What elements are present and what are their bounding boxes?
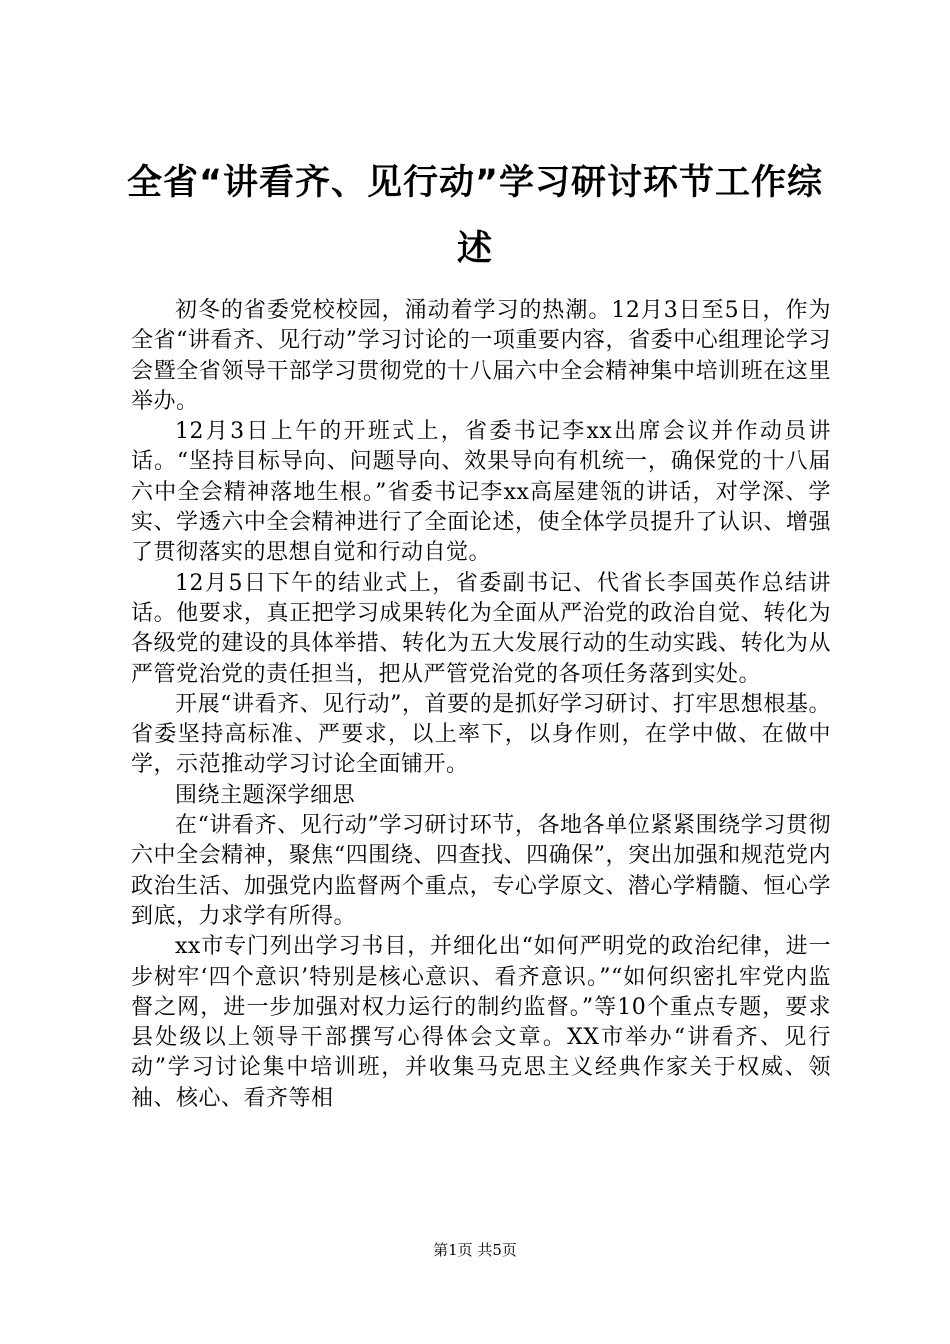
paragraph: 12月5日下午的结业式上，省委副书记、代省长李国英作总结讲话。他要求，真正把学习成果转化为全面从严治党的政治自觉、转化为各级党的建设的具体举措、转化为五大发展行动的生动实践、转化为从严管党治党的责任担当，把从严管党治党的各项任务落到实处。 (131, 570, 831, 687)
page-number-footer: 第1页 共5页 (433, 1241, 517, 1259)
document-body (131, 296, 831, 1114)
document-title: 全省“讲看齐、见行动”学习研讨环节工作综述 (126, 163, 823, 269)
paragraph: 开展“讲看齐、见行动”，首要的是抓好学习研讨、打牢思想根基。省委坚持高标准、严要求，以上率下，以身作则，在学中做、在做中学，示范推动学习讨论全面铺开。 (131, 691, 831, 778)
paragraph: xx市专门列出学习书目，并细化出“如何严明党的政治纪律，进一步树牢‘四个意识’特别是核心意识、看齐意识。”“如何织密扎牢党内监督之网，进一步加强对权力运行的制约监督。”等10个重点专题，要求县处级以上领导干部撰写心得体会文章。XX市举办“讲看齐、见行动”学习讨论集中培训班，并收集马克思主义经典作家关于权威、领袖、核心、看齐等相 (131, 934, 831, 1111)
section-heading: 围绕主题深学细思 (175, 782, 356, 808)
paragraph: 12月3日上午的开班式上，省委书记李xx出席会议并作动员讲话。“坚持目标导向、问题导向、效果导向有机统一，确保党的十八届六中全会精神落地生根。”省委书记李xx高屋建瓴的讲话，对学深、学实、学透六中全会精神进行了全面论述，使全体学员提升了认识、增强了贯彻落实的思想自觉和行动自觉。 (131, 419, 831, 566)
paragraph: 在“讲看齐、见行动”学习研讨环节，各地各单位紧紧围绕学习贯彻六中全会精神，聚焦“四围绕、四查找、四确保”，突出加强和规范党内政治生活、加强党内监督两个重点，专心学原文、潜心学精髓、恒心学到底，力求学有所得。 (131, 813, 831, 929)
paragraph: 初冬的省委党校校园，涌动着学习的热潮。12月3日至5日，作为全省“讲看齐、见行动”学习讨论的一项重要内容，省委中心组理论学习会暨全省领导干部学习贯彻党的十八届六中全会精神集中培训班在这里举办。 (131, 298, 831, 414)
